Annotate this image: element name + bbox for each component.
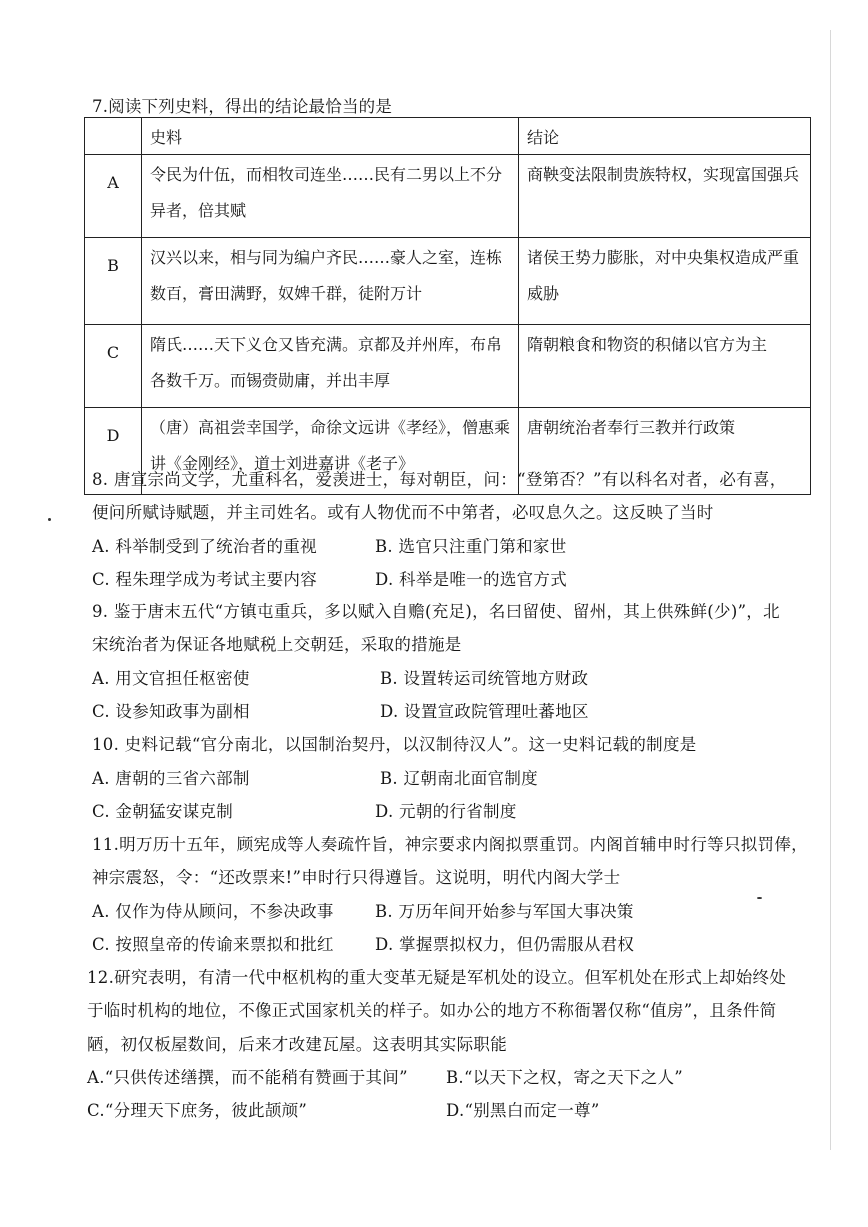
row-key: D [85, 408, 142, 495]
header-source: 史料 [142, 118, 519, 155]
q8-option-c: C. 程朱理学成为考试主要内容 [92, 570, 318, 589]
q12-stem-line1: 12.研究表明，有清一代中枢机构的重大变革无疑是军机处的设立。但军机处在形式上却始终处 [87, 968, 787, 987]
q8-option-b: B. 选官只注重门第和家世 [375, 537, 567, 556]
q9-stem-line1: 9. 鉴于唐末五代“方镇屯重兵，多以赋入自赡(充足)，名曰留使、留州，其上供殊鲜(少)”，北 [92, 602, 780, 621]
q10-stem-line1: 10. 史料记载“官分南北，以国制治契丹，以汉制待汉人”。这一史料记载的制度是 [92, 735, 697, 754]
q12-option-c: C.“分理天下庶务，彼此颉颃” [87, 1101, 308, 1120]
q8-option-d: D. 科举是唯一的选官方式 [375, 570, 568, 589]
row-source: 汉兴以来，相与同为编户齐民……豪人之室，连栋数百，膏田满野，奴婢千群，徒附万计 [150, 248, 503, 303]
row-conclusion: 唐朝统治者奉行三教并行政策 [527, 418, 736, 437]
q12-option-d: D.“别黑白而定一尊” [446, 1101, 600, 1120]
header-conclusion: 结论 [519, 118, 811, 155]
row-source: 令民为什伍，而相牧司连坐……民有二男以上不分异者，倍其赋 [150, 165, 503, 220]
q12-option-b: B.“以天下之权，寄之天下之人” [446, 1068, 684, 1087]
q9-option-b: B. 设置转运司统管地方财政 [380, 669, 589, 688]
row-conclusion: 诸侯王势力膨胀，对中央集权造成严重威胁 [527, 248, 800, 303]
scan-edge-line [830, 30, 831, 1150]
q8-option-a: A. 科举制受到了统治者的重视 [92, 537, 317, 556]
q10-option-c: C. 金朝猛安谋克制 [92, 802, 234, 821]
q9-option-c: C. 设参知政事为副相 [92, 702, 250, 721]
row-source: 隋氏……天下义仓又皆充满。京都及并州库，布帛各数千万。而锡赍勋庸，并出丰厚 [150, 335, 503, 390]
q9-option-a: A. 用文官担任枢密使 [92, 669, 250, 688]
q12-option-a: A.“只供传述缮撰，而不能稍有赞画于其间” [87, 1068, 408, 1087]
q9-stem-line2: 宋统治者为保证各地赋税上交朝廷，采取的措施是 [92, 635, 462, 654]
row-key: A [85, 155, 142, 238]
scan-speck [757, 897, 762, 899]
q8-stem-line1: 8. 唐宣宗尚文学，尤重科名，爱羡进士，每对朝臣，问：“登第否？”有以科名对者，必有喜， [92, 470, 787, 489]
table-row [85, 155, 811, 238]
q10-option-d: D. 元朝的行省制度 [375, 802, 517, 821]
q10-option-a: A. 唐朝的三省六部制 [92, 769, 250, 788]
q11-stem-line2: 神宗震怒，令：“还改票来!”申时行只得遵旨。这说明，明代内阁大学士 [92, 868, 621, 887]
row-source: （唐）高祖尝幸国学，命徐文远讲《孝经》，僧惠乘讲《金刚经》，道士刘进嘉讲《老子》 [150, 418, 511, 473]
q11-stem-line1: 11.明万历十五年，顾宪成等人奏疏忤旨，神宗要求内阁拟票重罚。内阁首辅申时行等只拟罚俸， [92, 835, 808, 854]
table-row [85, 325, 811, 408]
row-key: B [85, 238, 142, 325]
q11-option-b: B. 万历年间开始参与军国大事决策 [375, 902, 634, 921]
row-key: C [85, 325, 142, 408]
q9-option-d: D. 设置宣政院管理吐蕃地区 [380, 702, 589, 721]
header-key [85, 118, 142, 155]
q12-stem-line3: 陋，初仅板屋数间，后来才改建瓦屋。这表明其实际职能 [87, 1035, 507, 1054]
q11-option-a: A. 仅作为侍从顾问，不参决政事 [92, 902, 334, 921]
row-conclusion: 商鞅变法限制贵族特权，实现富国强兵 [527, 165, 800, 184]
table-row [85, 238, 811, 325]
q11-option-d: D. 掌握票拟权力，但仍需服从君权 [375, 935, 635, 954]
q12-stem-line2: 于临时机构的地位，不像正式国家机关的样子。如办公的地方不称衙署仅称“值房”，且条件简 [87, 1001, 777, 1020]
row-conclusion: 隋朝粮食和物资的积储以官方为主 [527, 335, 768, 354]
q10-option-b: B. 辽朝南北面官制度 [380, 769, 538, 788]
q7-title: 7.阅读下列史料，得出的结论最恰当的是 [92, 97, 393, 116]
q7-source-table [84, 117, 811, 495]
q11-option-c: C. 按照皇帝的传谕来票拟和批红 [92, 935, 334, 954]
table-header-row [85, 118, 811, 155]
scan-speck [48, 518, 51, 521]
q8-stem-line2: 便问所赋诗赋题，并主司姓名。或有人物优而不中第者，必叹息久之。这反映了当时 [92, 503, 714, 522]
